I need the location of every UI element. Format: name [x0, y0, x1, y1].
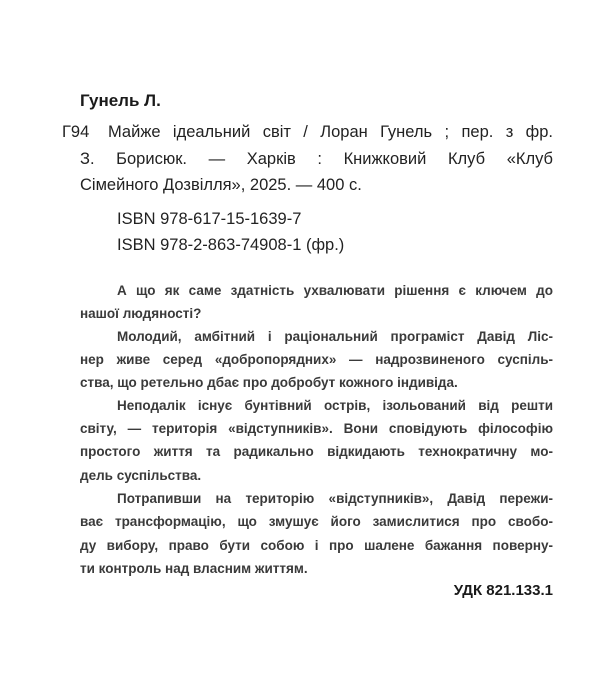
annotation-line: простого життя та радикально відкидають технократичну мо- [80, 444, 553, 459]
annotation-line: дель суспільства. [80, 468, 202, 483]
annotation-line: Молодий, амбітний і раціональний програміст Давід Ліс- [117, 329, 553, 344]
annotation-line: ства, що ретельно дбає про добробут кожного індивіда. [80, 375, 458, 390]
annotation-line: ти контроль над власним життям. [80, 561, 308, 576]
annotation-line: Потрапивши на територію «відступників», Давід пережи- [117, 491, 553, 506]
annotation-line: нер живе серед «добропорядних» — надрозвиненого суспіль- [80, 352, 553, 367]
annotation-line: А що як саме здатність ухвалювати рішення є ключем до [117, 283, 553, 298]
isbn-line: ISBN 978-617-15-1639-7 [117, 210, 302, 228]
classification-code: Г94 [62, 123, 90, 141]
annotation-line: світу, — територія «відступників». Вони сповідують філософію [80, 421, 553, 436]
udk-code: УДК 821.133.1 [453, 582, 553, 599]
bibliographic-line: Майже ідеальний світ / Лоран Гунель ; пер. з фр. [108, 123, 553, 141]
annotation-line: ває трансформацію, що змушує його замислитися про свобо- [80, 514, 553, 529]
annotation-line: нашої людяності? [80, 306, 202, 321]
author-heading: Гунель Л. [80, 91, 161, 110]
bibliographic-line: З. Борисюк. — Харків : Книжковий Клуб «Клуб [80, 150, 553, 168]
annotation-line: ду вибору, право бути собою і про шалене бажання поверну- [80, 538, 553, 553]
isbn-line: ISBN 978-2-863-74908-1 (фр.) [117, 236, 345, 254]
annotation-line: Неподалік існує бунтівний острів, ізольований від решти [117, 398, 553, 413]
bibliographic-line: Сімейного Дозвілля», 2025. — 400 с. [80, 176, 362, 194]
